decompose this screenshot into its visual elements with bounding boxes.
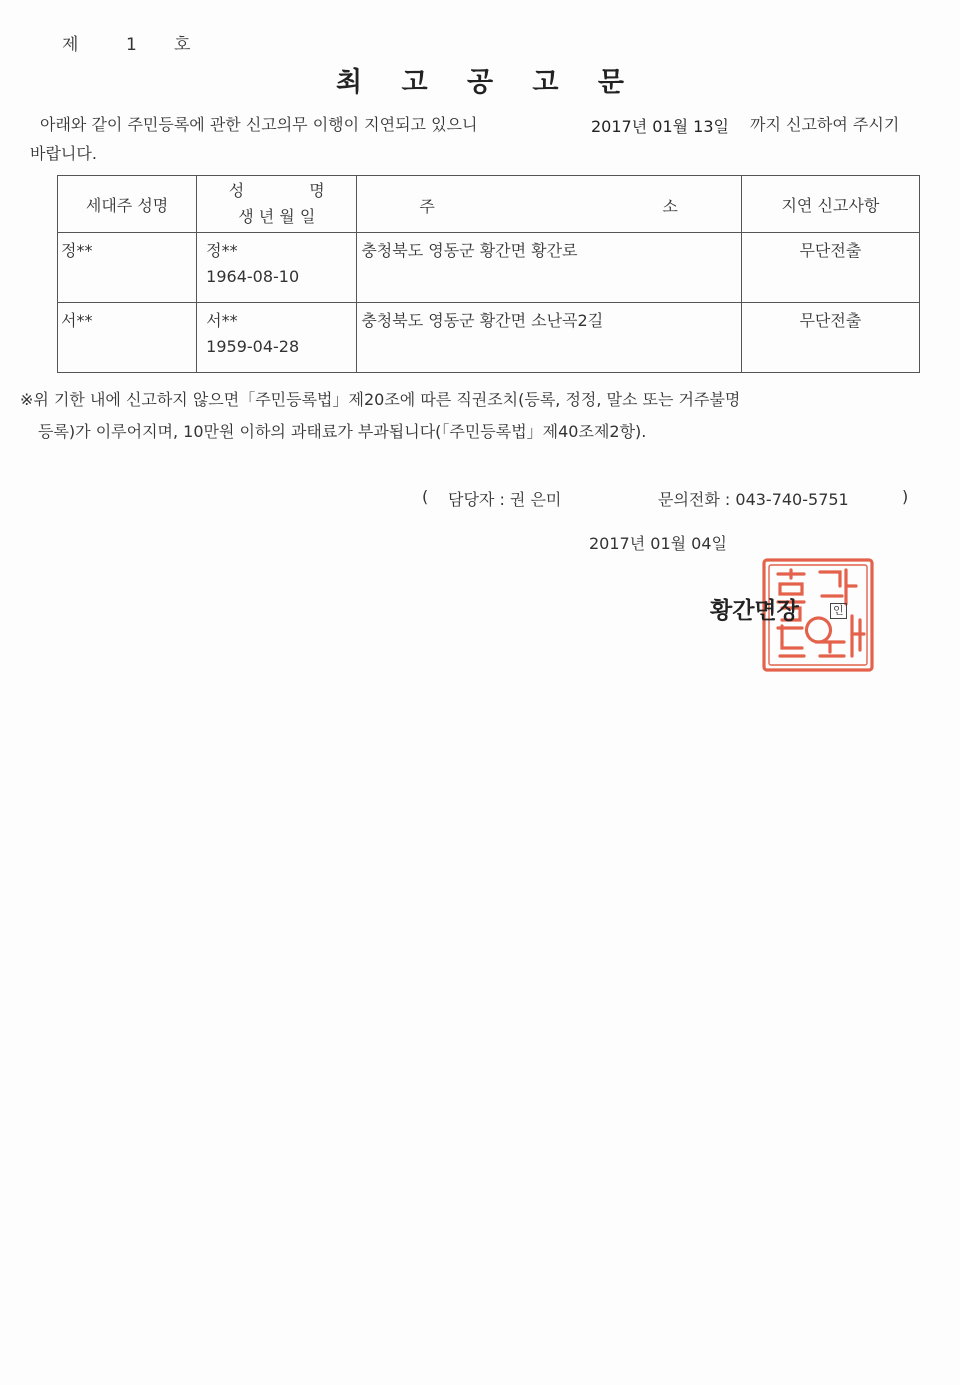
doc-number-prefix: 제 bbox=[62, 35, 79, 55]
contact-close-paren: ) bbox=[902, 487, 909, 506]
signer-title: 황간면장 bbox=[710, 598, 799, 624]
notice-table bbox=[57, 175, 920, 373]
cell-address: 충청북도 영동군 황간면 소난곡2길 bbox=[357, 303, 741, 373]
header-address bbox=[357, 176, 741, 233]
intro-line-2: 바랍니다. bbox=[30, 144, 97, 163]
cell-householder: 서** bbox=[58, 303, 197, 373]
page-title: 최 고 공 고 문 bbox=[335, 67, 624, 98]
penalty-note-line-1: ※위 기한 내에 신고하지 않으면「주민등록법」제20조에 따른 직권조치(등록, 정정, 말소 또는 거주불명 bbox=[20, 390, 741, 409]
cell-delay: 무단전출 bbox=[741, 233, 919, 303]
header-householder: 세대주 성명 bbox=[58, 176, 197, 233]
cell-delay: 무단전출 bbox=[741, 303, 919, 373]
doc-number-suffix: 호 bbox=[174, 35, 191, 55]
header-address-right: 소 bbox=[662, 197, 678, 216]
cell-name: 서** bbox=[206, 311, 238, 330]
seal-mark: 인 bbox=[830, 603, 847, 619]
cell-birth: 1964-08-10 bbox=[206, 267, 300, 286]
document-number bbox=[62, 30, 190, 55]
cell-name-birth bbox=[197, 303, 357, 373]
intro-line-1-end: 까지 신고하여 주시기 bbox=[750, 115, 900, 134]
table-row bbox=[58, 303, 920, 373]
doc-number-value: 1 bbox=[126, 35, 137, 55]
penalty-note-line-2: 등록)가 이루어지며, 10만원 이하의 과태료가 부과됩니다(「주민등록법」제40조제2항). bbox=[38, 422, 647, 441]
cell-address: 충청북도 영동군 황간면 황간로 bbox=[357, 233, 741, 303]
cell-householder: 정** bbox=[58, 233, 197, 303]
table-header-row bbox=[58, 176, 920, 233]
header-birth: 생 년 월 일 bbox=[238, 207, 316, 226]
intro-line-1: 아래와 같이 주민등록에 관한 신고의무 이행이 지연되고 있으니 bbox=[40, 115, 478, 134]
header-name: 성 명 bbox=[228, 181, 325, 200]
header-address-left: 주 bbox=[419, 197, 435, 216]
contact-open-paren: ( bbox=[422, 487, 429, 506]
table-row bbox=[58, 233, 920, 303]
deadline-date: 2017년 01월 13일 bbox=[591, 117, 729, 136]
header-name-birth bbox=[197, 176, 357, 233]
header-delay: 지연 신고사항 bbox=[741, 176, 919, 233]
cell-name-birth bbox=[197, 233, 357, 303]
issue-date: 2017년 01월 04일 bbox=[589, 534, 727, 553]
contact-person: 담당자 : 권 은미 bbox=[448, 490, 562, 509]
cell-name: 정** bbox=[206, 241, 238, 260]
cell-birth: 1959-04-28 bbox=[206, 337, 300, 356]
contact-phone: 문의전화 : 043-740-5751 bbox=[658, 490, 849, 509]
